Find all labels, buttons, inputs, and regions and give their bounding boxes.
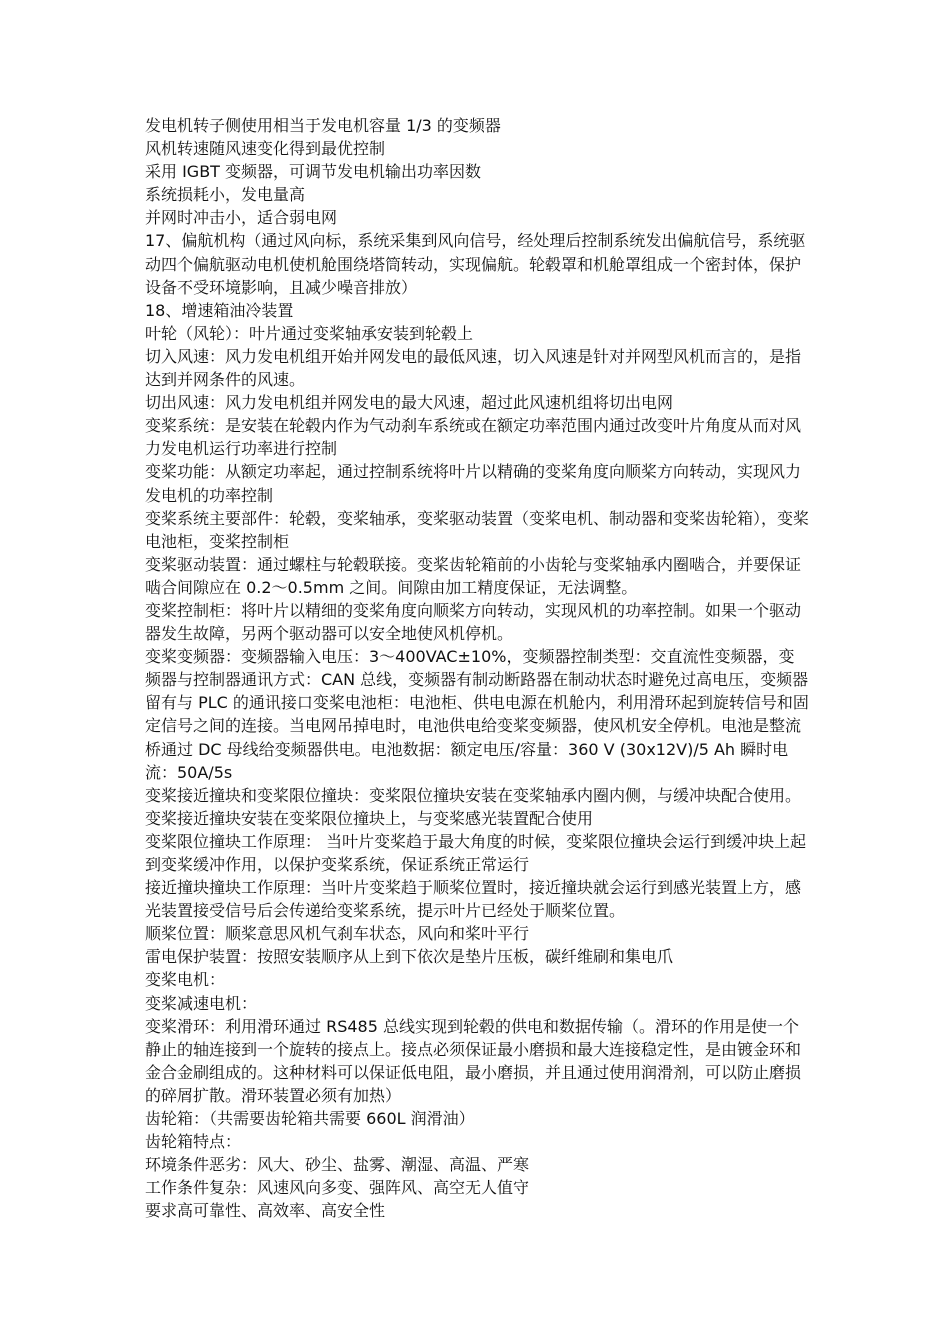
- paragraph: 变桨电机：: [145, 970, 226, 990]
- paragraph: 变桨滑环：利用滑环通过 RS485 总线实现到轮毂的供电和数据传输（。滑环的作用是使一个静止的轴连接到一个旋转的接点上。接点必须保证最小磨损和最大连接稳定性，是由镀金环和金合金刷组成的。这种材料可以保证低电阻，最小磨损，并且通过使用润滑剂，可以防止磨损的碎屑扩散。滑环装置必须有加热）: [145, 1016, 802, 1105]
- paragraph: 雷电保护装置：按照安装顺序从上到下依次是垫片压板，碳纤维刷和集电爪: [145, 947, 674, 967]
- paragraph: 变桨减速电机：: [145, 993, 258, 1013]
- paragraph: 系统损耗小，发电量高: [145, 185, 306, 205]
- paragraph: 环境条件恶劣：风大、砂尘、盐雾、潮湿、高温、严寒: [145, 1155, 530, 1175]
- paragraph: 变桨接近撞块和变桨限位撞块：变桨限位撞块安装在变桨轴承内圈内侧，与缓冲块配合使用。变桨接近撞块安装在变桨限位撞块上，与变桨感光装置配合使用: [145, 785, 802, 828]
- paragraph: 变桨限位撞块工作原理： 当叶片变桨趋于最大角度的时候，变桨限位撞块会运行到缓冲块上起到变桨缓冲作用，以保护变桨系统，保证系统正常运行: [145, 831, 807, 874]
- paragraph: 顺桨位置：顺桨意思风机气刹车状态，风向和桨叶平行: [145, 924, 530, 944]
- paragraph: 变桨控制柜：将叶片以精细的变桨角度向顺桨方向转动，实现风机的功率控制。如果一个驱动器发生故障，另两个驱动器可以安全地使风机停机。: [145, 600, 802, 644]
- paragraph: 工作条件复杂：风速风向多变、强阵风、高空无人值守: [145, 1178, 530, 1198]
- paragraph: 并网时冲击小，适合弱电网: [145, 208, 338, 228]
- paragraph: 17、偏航机构（通过风向标，系统采集到风向信号，经处理后控制系统发出偏航信号，系统驱动四个偏航驱动电机使机舱围绕塔筒转动，实现偏航。轮毂罩和机舱罩组成一个密封体，保护设备不受环境影响，且减少噪音排放）: [145, 231, 806, 297]
- paragraph: 风机转速随风速变化得到最优控制: [145, 139, 386, 159]
- paragraph: 要求高可靠性、高效率、高安全性: [145, 1201, 386, 1221]
- document-page: [145, 114, 810, 1223]
- paragraph: 变桨功能：从额定功率起，通过控制系统将叶片以精确的变桨角度向顺桨方向转动，实现风力发电机的功率控制: [145, 462, 802, 505]
- paragraph: 变桨系统主要部件：轮毂，变桨轴承，变桨驱动装置（变桨电机、制动器和变桨齿轮箱），变桨电池柜，变桨控制柜: [145, 508, 810, 551]
- paragraph: 齿轮箱特点：: [145, 1132, 242, 1152]
- paragraph: 叶轮（风轮）：叶片通过变桨轴承安装到轮毂上: [145, 323, 474, 343]
- paragraph: 变桨变频器：变频器输入电压：3～400VAC±10%，变频器控制类型：交直流性变频器，变频器与控制器通讯方式：CAN 总线，变频器有制动断路器在制动状态时避免过高电压，变频器留有与 PLC 的通讯接口变桨电池柜：电池柜、供电电源在机舱内，利用滑环起到旋转信号和固定信号之间的连接。当电网吊掉电时，电池供电给变桨变频器，使风机安全停机。电池是整流桥通过 DC 母线给变频器供电。电池数据：额定电压/容量：360 V (30x12V)/5 Ah 瞬时电流：50A/5s: [145, 647, 809, 782]
- paragraph: 变桨系统：是安装在轮毂内作为气动刹车系统或在额定功率范围内通过改变叶片角度从而对风力发电机运行功率进行控制: [145, 416, 802, 459]
- paragraph: 变桨驱动装置：通过螺柱与轮毂联接。变桨齿轮箱前的小齿轮与变桨轴承内圈啮合，并要保证啮合间隙应在 0.2～0.5mm 之间。间隙由加工精度保证，无法调整。: [145, 554, 802, 597]
- paragraph: 采用 IGBT 变频器，可调节发电机输出功率因数: [145, 162, 482, 182]
- paragraph: 切入风速：风力发电机组开始并网发电的最低风速，切入风速是针对并网型风机而言的，是指达到并网条件的风速。: [145, 346, 802, 390]
- paragraph: 接近撞块撞块工作原理：当叶片变桨趋于顺桨位置时，接近撞块就会运行到感光装置上方，感光装置接受信号后会传递给变桨系统，提示叶片已经处于顺桨位置。: [145, 878, 802, 921]
- paragraph: 发电机转子侧使用相当于发电机容量 1/3 的变频器: [145, 116, 501, 135]
- paragraph: 切出风速：风力发电机组并网发电的最大风速，超过此风速机组将切出电网: [145, 393, 674, 413]
- paragraph: 齿轮箱：（共需要齿轮箱共需要 660L 润滑油）: [145, 1109, 475, 1129]
- paragraph: 18、增速箱油冷装置: [145, 300, 294, 320]
